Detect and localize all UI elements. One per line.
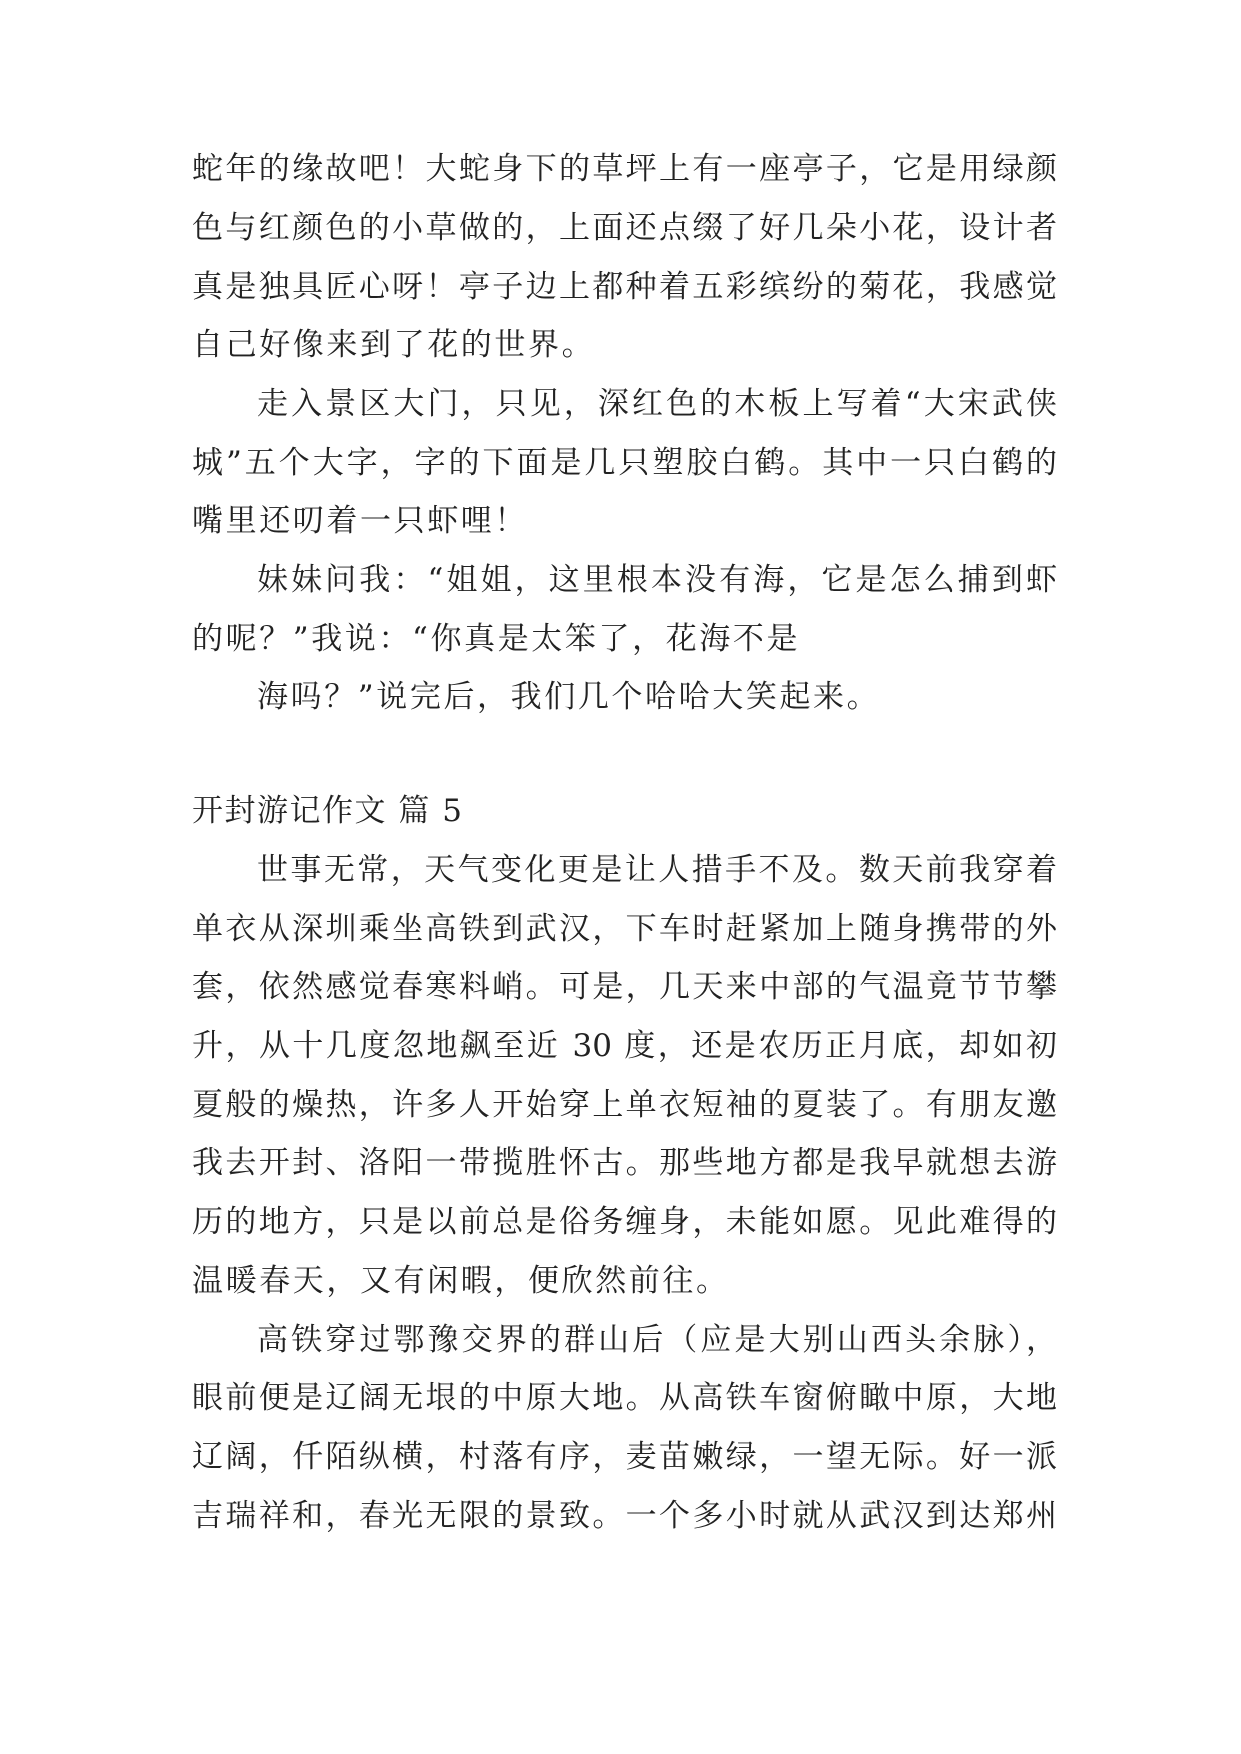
paragraph-line: 妹妹问我：“姐姐，这里根本没有海，它是怎么捕到虾 (257, 562, 1057, 598)
paragraph-line: 吉瑞祥和，春光无限的景致。一个多小时就从武汉到达郑州 (192, 1498, 1057, 1534)
paragraph-line: 套，依然感觉春寒料峭。可是，几天来中部的气温竟节节攀 (192, 969, 1057, 1005)
paragraph-line: 升，从十几度忽地飙至近 30 度，还是农历正月底，却如初 (192, 1028, 1057, 1064)
paragraph-line: 色与红颜色的小草做的，上面还点缀了好几朵小花，设计者 (192, 210, 1057, 246)
paragraph-line: 真是独具匠心呀！亭子边上都种着五彩缤纷的菊花，我感觉 (192, 269, 1057, 305)
paragraph-line: 海吗？”说完后，我们几个哈哈大笑起来。 (257, 679, 881, 715)
paragraph-line: 的呢？”我说：“你真是太笨了，花海不是 (192, 621, 801, 657)
paragraph-line: 单衣从深圳乘坐高铁到武汉，下车时赶紧加上随身携带的外 (192, 911, 1057, 947)
paragraph-line: 高铁穿过鄂豫交界的群山后（应是大别山西头余脉）， (257, 1322, 1057, 1358)
paragraph-line: 夏般的燥热，许多人开始穿上单衣短袖的夏装了。有朋友邀 (192, 1087, 1057, 1123)
paragraph-line: 城”五个大字，字的下面是几只塑胶白鹤。其中一只白鹤的 (192, 445, 1057, 481)
paragraph-line: 世事无常，天气变化更是让人措手不及。数天前我穿着 (257, 852, 1057, 888)
paragraph-line: 走入景区大门，只见，深红色的木板上写着“大宋武侠 (257, 386, 1057, 422)
paragraph-line: 辽阔，仟陌纵横，村落有序，麦苗嫩绿，一望无际。好一派 (192, 1439, 1057, 1475)
paragraph-line: 蛇年的缘故吧！大蛇身下的草坪上有一座亭子，它是用绿颜 (192, 151, 1057, 187)
paragraph-line: 我去开封、洛阳一带揽胜怀古。那些地方都是我早就想去游 (192, 1145, 1057, 1181)
paragraph-line: 眼前便是辽阔无垠的中原大地。从高铁车窗俯瞰中原，大地 (192, 1380, 1057, 1416)
paragraph-line: 温暖春天，又有闲暇，便欣然前往。 (192, 1263, 730, 1299)
section-heading: 开封游记作文 篇 5 (192, 793, 464, 829)
paragraph-line: 嘴里还叨着一只虾哩！ (192, 503, 528, 539)
paragraph-line: 自己好像来到了花的世界。 (192, 327, 596, 363)
paragraph-line: 历的地方，只是以前总是俗务缠身，未能如愿。见此难得的 (192, 1204, 1057, 1240)
